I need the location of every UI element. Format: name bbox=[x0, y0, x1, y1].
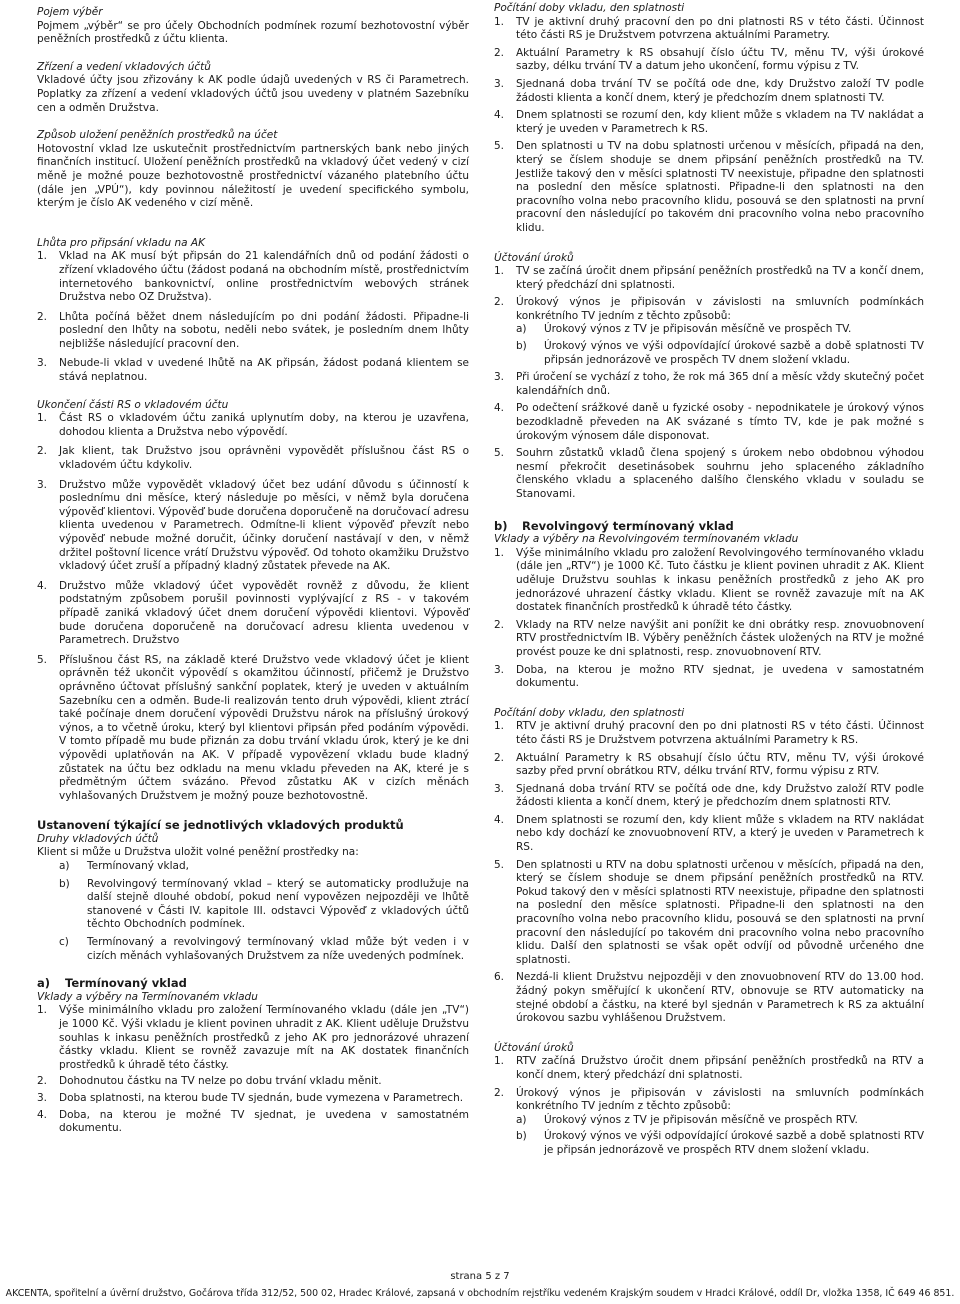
list-item-text: Den splatnosti u RTV na dobu splatnosti určenou v měsících, připadá na den, který se číslem shoduje se dnem připsání peněžních prostředků na RTV. Pokud takový den v měsíci splatnosti RTV neexistuje, připadne den splatnosti na poslední den měsíce splatnosti. Připadne-li den splatnosti na den pracovního volna nebo pracovního klidu, posouvá se den splatnosti na první pracovní den následující po takovém dni pracovního volna nebo pracovního klidu. Další den splatnosti se však opět odvíjí od původně určeného dne splatnosti. bbox=[516, 858, 924, 966]
list-item-number: 2. bbox=[494, 618, 505, 631]
list-item bbox=[494, 783, 924, 810]
list-item bbox=[494, 78, 924, 105]
list-item-number: 1. bbox=[494, 15, 505, 28]
letter-b: b) bbox=[494, 518, 508, 533]
list-item-number: 2. bbox=[494, 296, 505, 309]
list-item bbox=[37, 357, 469, 384]
list-item-number: a) bbox=[516, 323, 527, 336]
list-item-text: RTV je aktivní druhý pracovní den po dni platnosti RS v této části. Účinnost této části RS je Družstvem potvrzena aktuálními Parametry k RS. bbox=[516, 720, 924, 746]
page-number: strana 5 z 7 bbox=[450, 1271, 510, 1282]
list-item-number: 2. bbox=[494, 751, 505, 764]
list-item-number: 5. bbox=[494, 447, 505, 460]
druhy-list bbox=[37, 860, 469, 963]
list-item bbox=[494, 296, 924, 323]
list-item-text: Doba, na kterou je možné TV sjednat, je uvedena v samostatném dokumentu. bbox=[59, 1108, 469, 1135]
section-heading-uctovani-tv: Účtování úroků bbox=[494, 251, 574, 264]
pocitani-tv-list bbox=[494, 16, 924, 236]
uctovani-tv-list-2 bbox=[494, 371, 924, 501]
list-item bbox=[37, 936, 469, 963]
list-item-number: 6. bbox=[494, 971, 505, 984]
list-item-text: Úrokový výnos z TV je připisován měsíčně ve prospěch TV. bbox=[544, 323, 852, 336]
list-item bbox=[37, 878, 469, 932]
list-item bbox=[37, 412, 469, 439]
list-item bbox=[494, 340, 924, 367]
section-heading-revolvingovy bbox=[494, 520, 924, 534]
list-item-number: b) bbox=[516, 1130, 527, 1143]
vyber-text: Pojmem „výběr“ se pro účely Obchodních podmínek rozumí bezhotovostní výběr peněžních prostředků z účtu klienta. bbox=[37, 19, 469, 46]
list-item-text: Úrokový výnos je připisován v závislosti na smluvních podmínkách konkrétního TV jedním z těchto způsobů: bbox=[516, 1086, 924, 1113]
uctovani-tv-sublist bbox=[494, 323, 924, 367]
section-heading-pocitani-tv: Počítání doby vkladu, den splatnosti bbox=[494, 2, 685, 14]
list-item-text: Sjednaná doba trvání TV se počítá ode dne, kdy Družstvo založí TV podle žádosti klienta a končí dnem, který je předchozím dnem splatnosti TV. bbox=[516, 77, 924, 104]
list-item-number: 3. bbox=[494, 371, 505, 384]
list-item-text: Aktuální Parametry k RS obsahují číslo účtu TV, měnu TV, výši úrokové sazby, délku trvání TV a datum jeho ukončení, formu výpisu z TV. bbox=[516, 46, 924, 73]
list-item-number: 1. bbox=[37, 412, 48, 425]
list-item-text: TV je aktivní druhý pracovní den po dni platnosti RS v této části. Účinnost této části RS je Družstvem potvrzena aktuálními Parametry. bbox=[516, 15, 924, 42]
list-item-text: Revolvingový termínovaný vklad – který se automaticky prodlužuje na další stejně dlouhé období, pokud není vypovězen nejpozději ve lhůtě stanovené v Části IV. kapitole III. odstavci Výpověď z vkladových účtů těchto Obchodních podmínek. bbox=[87, 877, 469, 931]
list-item bbox=[37, 250, 469, 304]
list-item bbox=[494, 323, 924, 337]
list-item-text: Nebude-li vklad v uvedené lhůtě na AK připsán, žádost podaná klientem se stává neplatnou. bbox=[59, 357, 469, 384]
section-heading-ustanoveni: Ustanovení týkající se jednotlivých vkladových produktů bbox=[37, 818, 404, 833]
list-item-text: Po odečtení srážkové daně u fyzické osoby - nepodnikatele je úrokový výnos bezodkladně převeden na AK svázané s tímto TV, kde je pak možné s úrokovým výnosem dále disponovat. bbox=[516, 402, 924, 442]
uctovani-tv-list bbox=[494, 265, 924, 323]
list-item-number: 2. bbox=[494, 1086, 505, 1099]
list-item-text: Při úročení se vychází z toho, že rok má 365 dní a měsíc vždy skutečný počet kalendářních dnů. bbox=[516, 371, 924, 397]
list-item-text: Výše minimálního vkladu pro založení Revolvingového termínovaného vkladu (dále jen „RTV“) je 1000 Kč. Tuto částku je klient povinen uhradit z AK. Klient uděluje Družstvu souhlas k inkasu peněžních prostředků z jeho AK pro jednorázové uhrazení částky vkladu. Klient se rovněž zavazuje mít na AK dostatek finančních prostředků k úhradě této částky. bbox=[516, 546, 924, 614]
section-heading-zpusob: Způsob uložení peněžních prostředků na účet bbox=[37, 129, 278, 142]
list-item-text: Nezdá-li klient Družstvu nejpozději v den znovuobnovení RTV do 13.00 hod. žádný pokyn směřující k ukončení RTV, obnovuje se RTV automaticky na stejné období a částku, na které byl sjednán v Parametrech k RS za aktuální úrokovou sazbu vyhlášenou Družstvem. bbox=[516, 971, 924, 1025]
list-item-text: TV se začíná úročit dnem připsání peněžních prostředků na TV a končí dnem, který předchází dni splatnosti. bbox=[516, 265, 924, 291]
list-item bbox=[494, 447, 924, 501]
list-item-number: 3. bbox=[494, 782, 505, 795]
section-heading-terminovany bbox=[37, 977, 469, 991]
list-item-text: Příslušnou část RS, na základě které Družstvo vede vkladový účet je klient oprávněn též ukončit výpovědí s okamžitou účinností, přičemž je Družstvo oprávněno účtovat příslušný sankční poplatek, který je uveden v aktuálním Sazebníku cen a odměn. Bude-li realizován tento druh výpovědi, klient ztrácí také počínaje dnem doručení výpovědi Družstvu nárok na příslušný úrokový výnos, a to včetně úroku, který byl klientovi připsán před podáním výpovědi. V tomto případě mu bude přiznán za dobu trvání vkladu úrok, který je ke dni výpovědi uplatňován na AK. V případě vypovězení vkladu bude kladný zůstatek na účtu bez odkladu na menu vkladu převeden na AK, které je s předmětným účtem svázáno. Převod zůstatku AK v cizích měnách vyhlašovaných Družstvem je možný pouze bezhotovostně. bbox=[59, 653, 469, 802]
section-heading-ukonceni: Ukončení části RS o vkladovém účtu bbox=[37, 398, 229, 411]
footer-company-info: AKCENTA, spořitelní a úvěrní družstvo, Gočárova třída 312/52, 500 02, Hradec Králové, zapsaná v obchodním rejstříku vedeném Krajským soudem v Hradci Králové, oddíl Dr, vložka 1358, IČ 649 46 851. bbox=[5, 1288, 955, 1299]
list-item bbox=[494, 140, 924, 235]
list-item-number: 5. bbox=[37, 653, 48, 666]
list-item-text: Sjednaná doba trvání RTV se počítá ode dne, kdy Družstvo založí RTV podle žádosti klienta a končí dnem, který je předchozím dnem splatnosti RTV. bbox=[516, 782, 924, 809]
list-item-number: b) bbox=[59, 877, 70, 890]
list-item-number: 3. bbox=[37, 357, 48, 370]
list-item bbox=[494, 814, 924, 855]
list-item-text: Dnem splatnosti se rozumí den, kdy klient může s vkladem na RTV nakládat nebo kdy dochází ke znovuobnovení RTV, a který je uveden v Parametrech k RS. bbox=[516, 813, 924, 854]
list-item-number: 1. bbox=[494, 1055, 505, 1068]
zpusob-text: Hotovostní vklad lze uskutečnit prostřednictvím partnerských bank nebo jiných finančních institucí. Uložení peněžních prostředků na vkladový účet vedený v cizí měně je možné pouze bezhotovostně prostřednictví vázaného platebního účtu (dále jen „VPÚ“), kdy povinnou náležitostí je uvedení specifického symbolu, kterým je číslo AK vedeného v cizí měně. bbox=[37, 142, 469, 210]
list-item-number: 2. bbox=[494, 46, 505, 59]
list-item-number: a) bbox=[59, 860, 70, 873]
list-item-number: 4. bbox=[494, 813, 505, 826]
list-item-number: 4. bbox=[37, 579, 48, 592]
list-item-text: Část RS o vkladovém účtu zaniká uplynutím doby, na kterou je uzavřena, dohodou klienta a Družstva nebo výpovědí. bbox=[59, 412, 469, 438]
subheading-terminovany: Vklady a výběry na Termínovaném vkladu bbox=[37, 990, 258, 1003]
section-heading-pocitani-rtv: Počítání doby vkladu, den splatnosti bbox=[494, 706, 685, 719]
list-item bbox=[37, 654, 469, 804]
list-item-number: 4. bbox=[494, 402, 505, 415]
list-item-number: 1. bbox=[494, 546, 505, 559]
list-item-text: Dohodnutou částku na TV nelze po dobu trvání vkladu měnit. bbox=[59, 1075, 382, 1088]
list-item-number: 3. bbox=[37, 1091, 48, 1104]
list-item-text: Vklady na RTV nelze navýšit ani ponížit ke dni obrátky resp. znovuobnovení RTV prostřednictvím IB. Výběry peněžních částek uložených na RTV je možné provést pouze ke dni splatnosti, resp. znovuobnovení RTV. bbox=[516, 618, 924, 658]
list-item bbox=[494, 1130, 924, 1157]
list-item-text: Družstvo může vypovědět vkladový účet bez udání důvodu s účinností k poslednímu dni měsíce, který následuje po měsíci, v němž byla doručena výpověď klientovi. Výpověď bude doručena doporučeně na doručovací adresu klienta uvedenou v Parametrech. Odmítne-li klient výpověď převzít nebo výpověď nebude možné doručit, účinky doručení nastávají v den, v němž držitel poštovní licence vrátí Družstvu výpověď. Od tohoto okamžiku Družstvo vkladový účet zruší a případný kladný zůstatek převede na AK. bbox=[59, 478, 469, 573]
list-item bbox=[37, 311, 469, 352]
list-item-number: 1. bbox=[37, 250, 48, 263]
list-item bbox=[37, 1109, 469, 1136]
list-item-text: Doba, na kterou je možno RTV sjednat, je uvedena v samostatném dokumentu. bbox=[516, 663, 924, 690]
list-item-text: Jak klient, tak Družstvo jsou oprávněni vypovědět příslušnou část RS o vkladovém účtu kdykoliv. bbox=[59, 445, 469, 472]
list-item-number: 2. bbox=[37, 310, 48, 323]
right-column bbox=[494, 0, 924, 1158]
left-column bbox=[37, 0, 469, 1136]
list-item-text: Družstvo může vkladový účet vypovědět rovněž z důvodu, že klient podstatným způsobem porušil povinnosti vyplývající z RS - v takovém případě zaniká vkladový účet dnem doručení výpovědi klientovi. Výpověď bude doručena doporučeně na doručovací adresu klienta uvedenou v Parametrech. Družstvo bbox=[59, 579, 469, 647]
list-item-text: Úrokový výnos ve výši odpovídající úrokové sazbě a době splatnosti TV připsán jednorázově ve prospěch TV dnem složení vkladu. bbox=[544, 340, 924, 366]
list-item-number: 1. bbox=[494, 720, 505, 733]
pocitani-rtv-list bbox=[494, 720, 924, 1025]
terminovany-list bbox=[37, 1004, 469, 1135]
title-terminovany: Termínovaný vklad bbox=[65, 976, 187, 991]
list-item bbox=[37, 860, 469, 874]
revolvingovy-list bbox=[494, 547, 924, 691]
list-item-number: c) bbox=[59, 936, 69, 949]
list-item-number: 1. bbox=[37, 1004, 48, 1017]
list-item-number: a) bbox=[516, 1113, 527, 1126]
section-heading-uctovani-rtv: Účtování úroků bbox=[494, 1041, 574, 1054]
section-heading-lhuta: Lhůta pro připsání vkladu na AK bbox=[37, 236, 205, 249]
zrizeni-text: Vkladové účty jsou zřizovány k AK podle údajů uvedených v RS či Parametrech. Poplatky za zřízení a vedení vkladových účtů jsou uvedeny v platném Sazebníku cen a odměn Družstva. bbox=[37, 74, 469, 114]
list-item-number: b) bbox=[516, 340, 527, 353]
list-item-text: Dnem splatnosti se rozumí den, kdy klient může s vkladem na TV nakládat a který je uveden v Parametrech k RS. bbox=[516, 109, 924, 135]
list-item-text: Den splatnosti u TV na dobu splatnosti určenou v měsících, připadá na den, který se číslem shoduje se dnem připsání peněžních prostředků na TV. Jestliže takový den v měsíci splatnosti TV neexistuje, připadne den splatnosti na poslední den měsíce splatnosti. Připadne-li den splatnosti na den pracovního volna nebo pracovního klidu, posouvá se den splatnosti na první pracovní den následující po takovém dni pracovního volna nebo pracovního klidu. bbox=[516, 140, 924, 234]
list-item-number: 5. bbox=[494, 858, 505, 871]
list-item-text: Lhůta počíná běžet dnem následujícím po dni podání žádosti. Připadne-li poslední den lhůty na sobotu, neděli nebo svátek, je posledním dnem lhůty nejbližše následující pracovní den. bbox=[59, 310, 469, 350]
list-item bbox=[494, 371, 924, 398]
list-item bbox=[37, 1075, 469, 1089]
letter-a: a) bbox=[37, 976, 51, 991]
druhy-intro: Klient si může u Družstva uložit volné peněžní prostředky na: bbox=[37, 846, 359, 859]
list-item-number: 2. bbox=[37, 445, 48, 458]
list-item bbox=[494, 664, 924, 691]
uctovani-rtv-list bbox=[494, 1055, 924, 1113]
list-item bbox=[494, 109, 924, 136]
list-item-text: RTV začíná Družstvo úročit dnem připsání peněžních prostředků na RTV a končí dnem, který předchází dni splatnosti. bbox=[516, 1055, 924, 1081]
list-item bbox=[37, 445, 469, 472]
list-item-text: Vklad na AK musí být připsán do 21 kalendářních dnů od podání žádosti o zřízení vkladového účtu (žádost podaná na obchodním místě, prostřednictvím internetového bankovnictví, online prostřednictvím webových stránek Družstva nebo OZ Družstva). bbox=[59, 250, 469, 304]
list-item bbox=[494, 720, 924, 747]
list-item-number: 1. bbox=[494, 265, 505, 278]
list-item bbox=[494, 16, 924, 43]
list-item bbox=[37, 1004, 469, 1072]
section-heading-vyber: Pojem výběr bbox=[37, 6, 103, 18]
list-item bbox=[494, 1055, 924, 1082]
list-item bbox=[494, 619, 924, 660]
list-item-text: Aktuální Parametry k RS obsahují číslo účtu RTV, měnu TV, výši úrokové sazby před první obrátkou RTV, délku trvání RTV, formu výpisu z RTV. bbox=[516, 751, 924, 778]
list-item-text: Úrokový výnos z TV je připisován měsíčně ve prospěch RTV. bbox=[544, 1113, 858, 1126]
list-item bbox=[37, 1092, 469, 1106]
list-item bbox=[37, 479, 469, 574]
list-item bbox=[494, 971, 924, 1025]
list-item-text: Výše minimálního vkladu pro založení Termínovaného vkladu (dále jen „TV“) je 1000 Kč. Výši vkladu je klient povinen uhradit z AK. Klient uděluje Družstvu souhlas k inkasu peněžních prostředků z jeho AK pro jednorázové uhrazení částky vkladu. Klient se rovněž zavazuje mít na AK dostatek finančních prostředků k úhradě této částky. bbox=[59, 1004, 469, 1071]
title-revolvingovy: Revolvingový termínovaný vklad bbox=[522, 518, 734, 533]
list-item bbox=[494, 47, 924, 74]
list-item bbox=[494, 1114, 924, 1128]
list-item bbox=[494, 402, 924, 443]
section-heading-druhy: Druhy vkladových účtů bbox=[37, 832, 159, 845]
lhuta-list bbox=[37, 250, 469, 384]
list-item-number: 2. bbox=[37, 1075, 48, 1088]
list-item bbox=[494, 1087, 924, 1114]
list-item-number: 3. bbox=[494, 77, 505, 90]
ukonceni-list bbox=[37, 412, 469, 803]
list-item-text: Doba splatnosti, na kterou bude TV sjednán, bude vymezena v Parametrech. bbox=[59, 1091, 464, 1104]
section-heading-zrizeni: Zřízení a vedení vkladových účtů bbox=[37, 60, 211, 73]
list-item bbox=[494, 547, 924, 615]
list-item bbox=[494, 265, 924, 292]
list-item-number: 3. bbox=[494, 663, 505, 676]
subheading-revolvingovy: Vklady a výběry na Revolvingovém termínovaném vkladu bbox=[494, 533, 799, 546]
list-item-text: Souhrn zůstatků vkladů člena spojený s úrokem nebo obdobnou výhodou nesmí překročit desetinásobek souhrnu jeho splaceného základního členského vkladu a splaceného dalšího členského vkladu v souladu se Stanovami. bbox=[516, 447, 924, 500]
list-item-text: Úrokový výnos je připisován v závislosti na smluvních podmínkách konkrétního TV jedním z těchto způsobů: bbox=[516, 296, 924, 322]
list-item-text: Termínovaný vklad, bbox=[87, 860, 189, 873]
list-item-text: Úrokový výnos ve výši odpovídající úrokové sazbě a době splatnosti RTV je připsán jednorázově ve prospěch RTV dnem složení vkladu. bbox=[544, 1130, 925, 1156]
list-item-number: 5. bbox=[494, 140, 505, 153]
list-item-number: 4. bbox=[494, 109, 505, 122]
list-item-number: 3. bbox=[37, 478, 48, 491]
list-item-number: 4. bbox=[37, 1108, 48, 1121]
list-item-text: Termínovaný a revolvingový termínovaný vklad může být veden i v cizích měnách vyhlašovaných Družstvem za níže uvedených podmínek. bbox=[87, 936, 469, 962]
list-item bbox=[494, 752, 924, 779]
uctovani-rtv-sublist bbox=[494, 1114, 924, 1158]
list-item bbox=[494, 859, 924, 968]
list-item bbox=[37, 580, 469, 648]
